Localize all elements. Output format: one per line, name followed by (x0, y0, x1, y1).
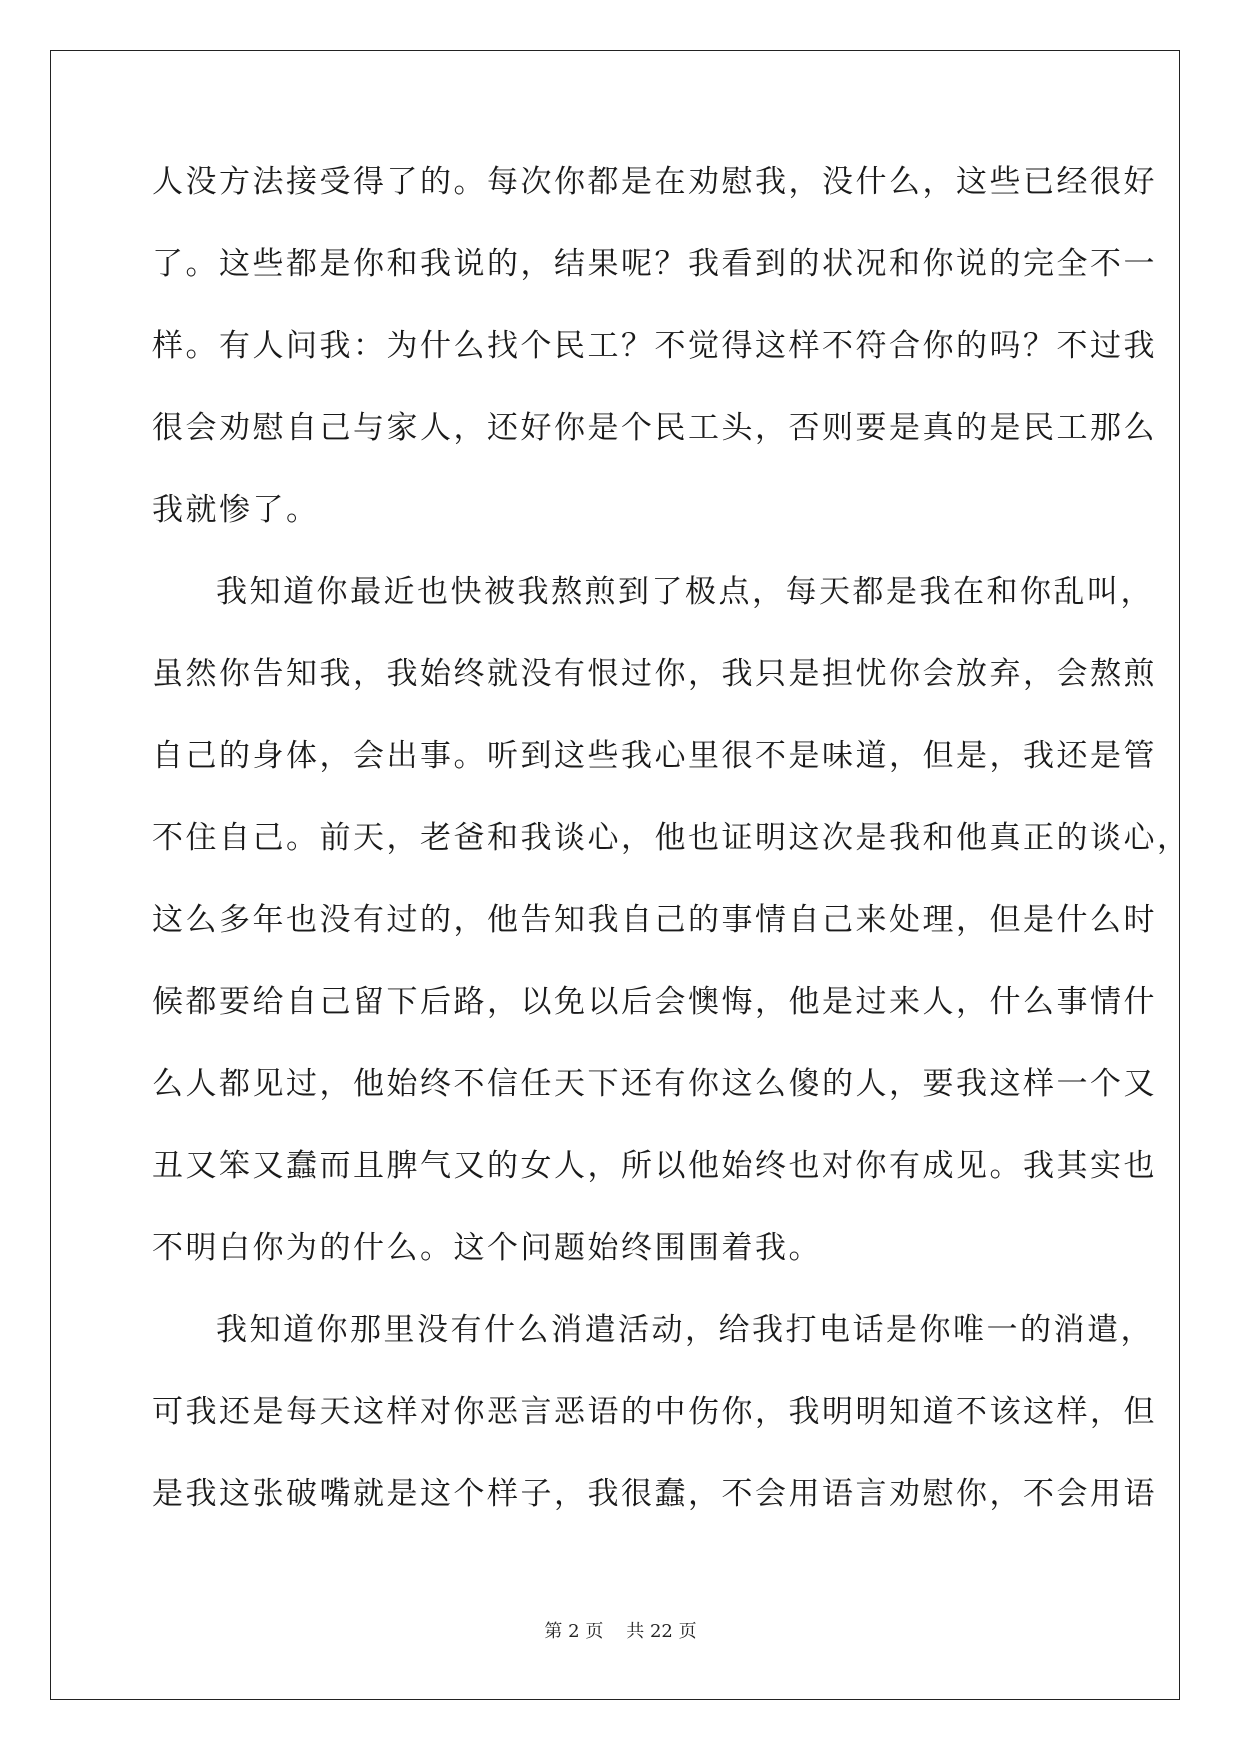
text-line: 虽然你告知我，我始终就没有恨过你，我只是担忧你会放弃，会熬煎 (152, 656, 1157, 692)
text-line: 丑又笨又蠢而且脾气又的女人，所以他始终也对你有成见。我其实也 (152, 1148, 1157, 1184)
text-line: 是我这张破嘴就是这个样子，我很蠢，不会用语言劝慰你，不会用语 (152, 1476, 1157, 1512)
page-number: 第 2 页 (544, 1621, 604, 1642)
text-line: 可我还是每天这样对你恶言恶语的中伤你，我明明知道不该这样，但 (152, 1394, 1157, 1430)
page-total: 共 22 页 (626, 1621, 697, 1642)
text-line: 这么多年也没有过的，他告知我自己的事情自己来处理，但是什么时 (152, 902, 1157, 938)
text-line: 候都要给自己留下后路，以免以后会懊悔，他是过来人，什么事情什 (152, 984, 1157, 1020)
text-line: 自己的身体，会出事。听到这些我心里很不是味道，但是，我还是管 (152, 738, 1157, 774)
document-body (152, 162, 1191, 1556)
text-line: 样。有人问我：为什么找个民工？不觉得这样不符合你的吗？不过我 (152, 328, 1157, 364)
text-line: 我知道你最近也快被我熬煎到了极点，每天都是我在和你乱叫， (216, 574, 1154, 610)
text-line: 了。这些都是你和我说的，结果呢？我看到的状况和你说的完全不一 (152, 246, 1157, 282)
page-footer (0, 1617, 1241, 1643)
text-line: 我就惨了。 (152, 492, 320, 528)
text-line: 不住自己。前天，老爸和我谈心，他也证明这次是我和他真正的谈心， (152, 820, 1191, 856)
text-line: 不明白你为的什么。这个问题始终围围着我。 (152, 1230, 822, 1266)
text-line: 人没方法接受得了的。每次你都是在劝慰我，没什么，这些已经很好 (152, 164, 1157, 200)
text-line: 很会劝慰自己与家人，还好你是个民工头，否则要是真的是民工那么 (152, 410, 1157, 446)
text-line: 我知道你那里没有什么消遣活动，给我打电话是你唯一的消遣， (216, 1312, 1154, 1348)
text-line: 么人都见过，他始终不信任天下还有你这么傻的人，要我这样一个又 (152, 1066, 1157, 1102)
